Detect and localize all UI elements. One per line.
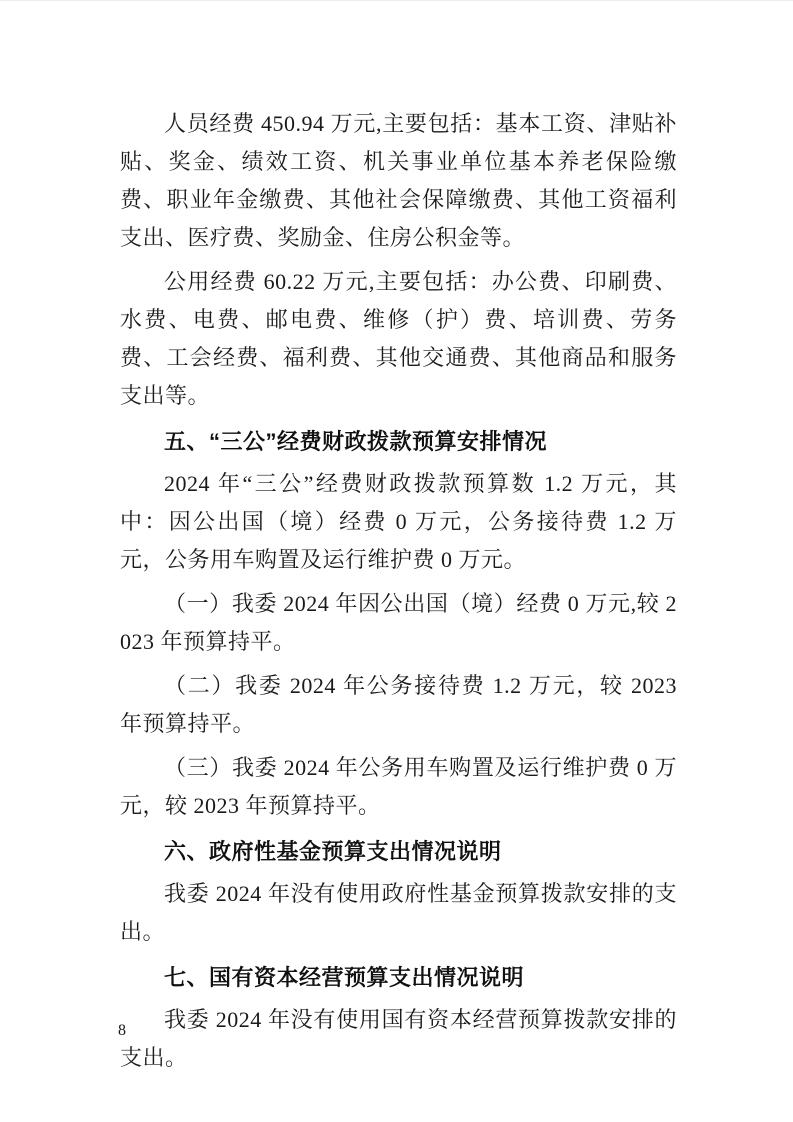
paragraph-item-one-overseas-trips: （一）我委 2024 年因公出国（境）经费 0 万元,较 2023 年预算持平。 (120, 591, 677, 654)
section-heading-seven-state-capital-budget: 七、国有资本经营预算支出情况说明 (164, 965, 525, 990)
paragraph-public-funds: 公用经费 60.22 万元,主要包括：办公费、印刷费、水费、电费、邮电费、维修（护）费、培训费、劳务费、工会经费、福利费、其他交通费、其他商品和服务支出等。 (120, 269, 677, 408)
paragraph-item-three-official-vehicles: （三）我委 2024 年公务用车购置及运行维护费 0 万元，较 2023 年预算持平。 (120, 755, 677, 818)
section-heading-six-gov-fund-budget: 六、政府性基金预算支出情况说明 (164, 839, 502, 864)
paragraph-state-capital-budget: 我委 2024 年没有使用国有资本经营预算拨款安排的支出。 (120, 1007, 677, 1070)
document-body (120, 105, 677, 1083)
page-number: 8 (118, 1022, 126, 1039)
paragraph-three-public-summary: 2024 年“三公”经费财政拨款预算数 1.2 万元，其中：因公出国（境）经费 0 万元，公务接待费 1.2 万元，公务用车购置及运行维护费 0 万元。 (120, 471, 677, 572)
section-heading-five-three-public-budget: 五、“三公”经费财政拨款预算安排情况 (164, 429, 548, 454)
paragraph-gov-fund-budget: 我委 2024 年没有使用政府性基金预算拨款安排的支出。 (120, 881, 677, 944)
paragraph-personnel-funds: 人员经费 450.94 万元,主要包括：基本工资、津贴补贴、奖金、绩效工资、机关事业单位基本养老保险缴费、职业年金缴费、其他社会保障缴费、其他工资福利支出、医疗费、奖励金、住房公积金等。 (120, 111, 677, 250)
paragraph-item-two-official-reception: （二）我委 2024 年公务接待费 1.2 万元，较 2023 年预算持平。 (120, 673, 677, 736)
